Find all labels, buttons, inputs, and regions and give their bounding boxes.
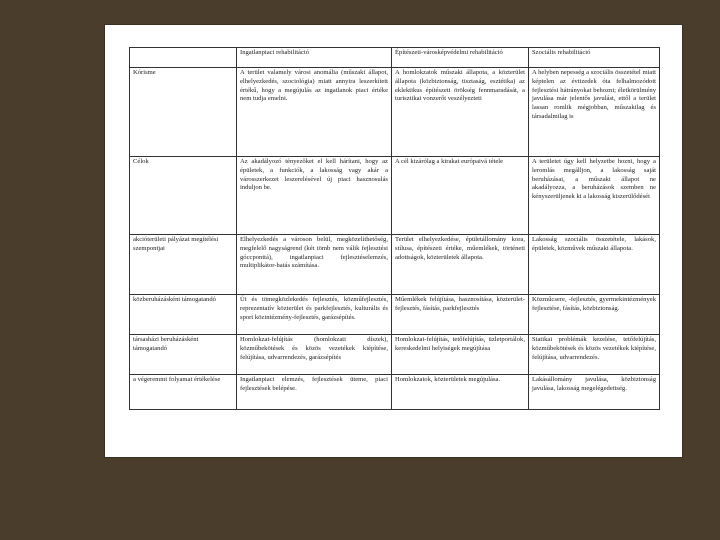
- table-cell: A cél kizárólag a kirakat európaivá tétele: [392, 157, 529, 235]
- rehabilitation-comparison-table: [129, 47, 660, 410]
- table-cell: Statikai problémák kezelése, tetőfelújítás, közműbekötések és közös vezetékek kiépítése, felújítása, udvarrendezés.: [529, 335, 660, 375]
- header-corner-cell: [130, 48, 237, 68]
- table-cell: Műemlékek felújítása, hasznosítása, közterület-fejlesztés, fásítás, parkfejlesztés: [392, 295, 529, 335]
- table-cell: A homlokzatok műszaki állapota, a közterület állapota (közbiztonság, tisztaság, esztétika) az eklektikus építészeti örökség fennmaradását, a turisztikai vonzerőt veszélyezteti: [392, 68, 529, 157]
- table-row: [130, 157, 660, 235]
- row-label: a végeremmt folyamat értékelése: [130, 375, 237, 410]
- header-social: Szociális rehabilitáció: [529, 48, 660, 68]
- table-row: [130, 375, 660, 410]
- table-cell: Homlokzat-felújítás, tetőfelújítás, üzletportálok, kereskedelmi helyiségek megújítása: [392, 335, 529, 375]
- row-label: közberuházásként támogatandó: [130, 295, 237, 335]
- table-cell: Homlokzat-felújítás (homlokzati díszek), közműbekötések és közös vezetékek kiépítése, felújítása, udvarrendezés, garázsépítés: [237, 335, 392, 375]
- header-row: [130, 48, 660, 68]
- header-real-estate: Ingatlanpiaci rehabilitáció: [237, 48, 392, 68]
- table-cell: Út és tömegközlekedés fejlesztés, közműfejlesztés, reprezentatív közterület és parkfejlesztés, kulturális és sport közintézmény-fejlesztés, garázsépítés.: [237, 295, 392, 335]
- table-cell: Közműcsere, -fejlesztés, gyermekintézmények fejlesztése, fásítás, közbiztonság.: [529, 295, 660, 335]
- scanned-page: [105, 25, 682, 457]
- table-row: [130, 68, 660, 157]
- row-label: társasházi beruházásként támogatandó: [130, 335, 237, 375]
- table-cell: Homlokzatok, közterületek megújulása.: [392, 375, 529, 410]
- row-label: Kórisme: [130, 68, 237, 157]
- table-cell: A területet úgy kell helyzetbe hozni, hogy a leromlás megálljon, a lakosság saját beruházásai, a műszaki állapot ne akadályozza, a beruházások szemben ne kényszerüljenek ki a lakosság kiszerülődését: [529, 157, 660, 235]
- row-label: akcióterületi pályázat megítélési szempontjai: [130, 235, 237, 295]
- table-cell: Ingatlanpiaci elemzés, fejlesztések üteme, piaci fejlesztések belépése.: [237, 375, 392, 410]
- table-cell: Terület elhelyezkedése, épületállomány kora, stílusa, építészeti értéke, műemlékek, történeti adottságok, közterületek állapota.: [392, 235, 529, 295]
- table-cell: Lakosság szociális összetétele, lakások, épületek, közművek műszaki állapota.: [529, 235, 660, 295]
- table-row: [130, 335, 660, 375]
- header-architectural: Építészeti-városképvédelmi rehabilitáció: [392, 48, 529, 68]
- table-row: [130, 295, 660, 335]
- table-cell: Elhelyezkedés a városon belül, megközelíthetőség, megfelelő nagyságrend (két tömb nem válik fejlesztési góccponttá), ingatlanpiaci fejlesztéselemzés, multiplikátor-hatás számítása.: [237, 235, 392, 295]
- table-row: [130, 235, 660, 295]
- table-cell: Lakásállomány javulása, közbiztonság javulása, lakosság megelégedettség.: [529, 375, 660, 410]
- table-cell: Az akadályozó tényezőket el kell hárítani, hogy az épületek, a funkciók, a lakosság vagy akár a városszerkezet leszerelésével új piaci hasznosulás induljon be.: [237, 157, 392, 235]
- table-cell: A terület valamely városi anomália (műszaki állapot, elhelyezkedés, szociológia) miatt annyira leszerkített értékű, hogy a megújulás az ingatlanok piaci értéke nem tudja emelni.: [237, 68, 392, 157]
- table-cell: A helyben nepesség a szociális összetétel miatt képtelen az évtizedek óta felhalmozódott fejlesztési hátrányokat behozni; életkörülmény javulása már jelentős javulást, ettől a terület lassan romlik mégjobban, műszakilag és társadalmilag is: [529, 68, 660, 157]
- row-label: Célok: [130, 157, 237, 235]
